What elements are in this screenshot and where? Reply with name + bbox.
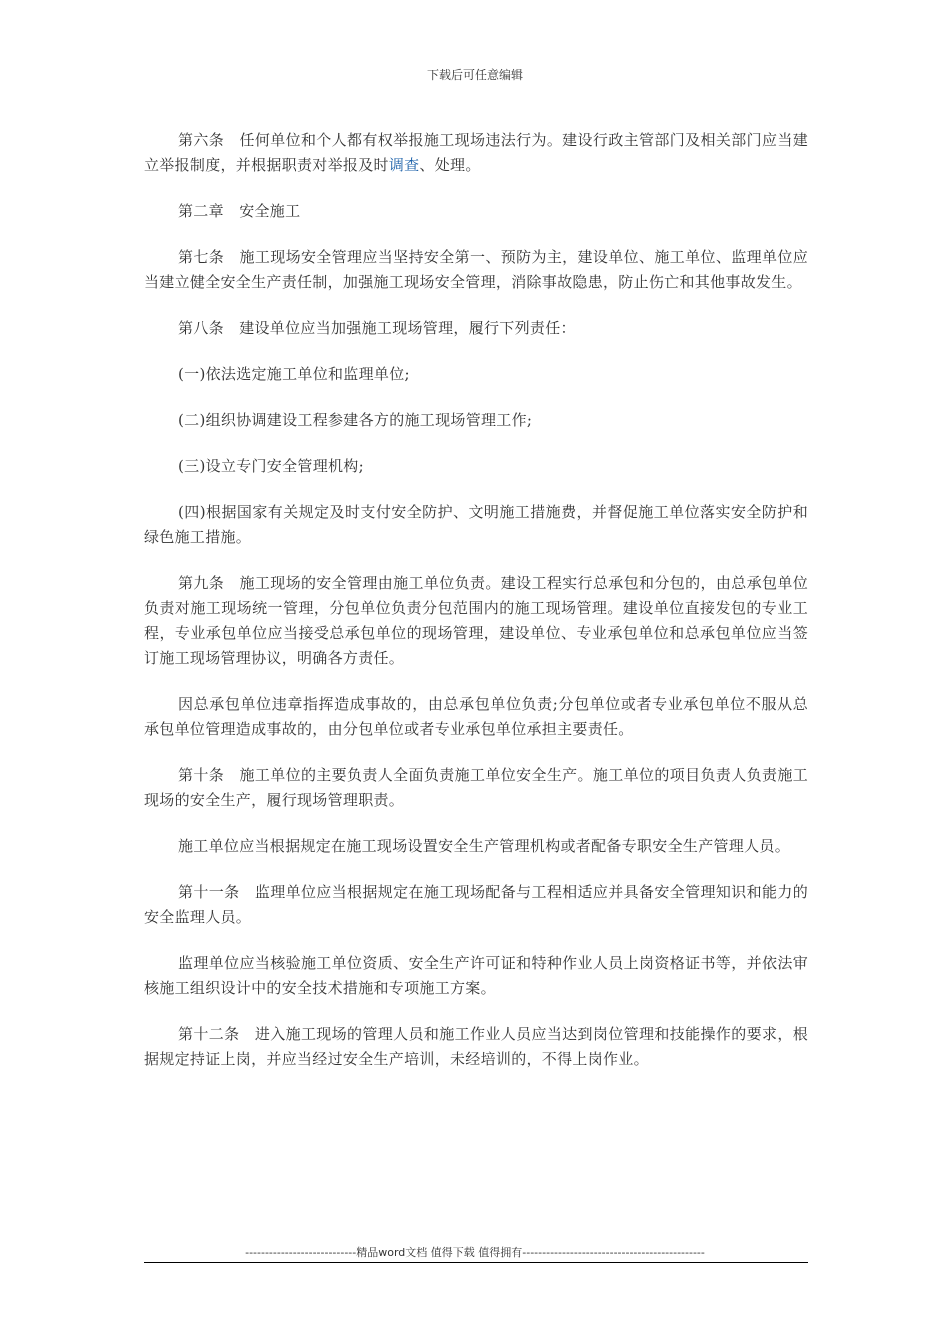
article-6 [144,128,808,178]
page-header: 下载后可任意编辑 [426,68,523,82]
page-footer: ----------------------------精品word文档 值得下载 值得拥有---------------------------------------------- [245,1246,705,1259]
article-10: 第十条 施工单位的主要负责人全面负责施工单位安全生产。施工单位的项目负责人负责施工现场的安全生产，履行现场管理职责。 [144,766,808,809]
article-12: 第十二条 进入施工现场的管理人员和施工作业人员应当达到岗位管理和技能操作的要求，根据规定持证上岗，并应当经过安全生产培训，未经培训的，不得上岗作业。 [144,1025,808,1068]
article-9: 第九条 施工现场的安全管理由施工单位负责。建设工程实行总承包和分包的，由总承包单位负责对施工现场统一管理，分包单位负责分包范围内的施工现场管理。建设单位直接发包的专业工程，专业承包单位应当接受总承包单位的现场管理，建设单位、专业承包单位和总承包单位应当签订施工现场管理协议，明确各方责任。 [144,574,808,667]
investigate-link[interactable]: 调查 [388,156,420,174]
article-9-clause-2: 因总承包单位违章指挥造成事故的，由总承包单位负责;分包单位或者专业承包单位不服从总承包单位管理造成事故的，由分包单位或者专业承包单位承担主要责任。 [144,695,808,738]
article-6-text: 第六条 任何单位和个人都有权举报施工现场违法行为。建设行政主管部门及相关部门应当建立举报制度，并根据职责对举报及时 [144,131,808,174]
article-7: 第七条 施工现场安全管理应当坚持安全第一、预防为主，建设单位、施工单位、监理单位应当建立健全安全生产责任制，加强施工现场安全管理，消除事故隐患，防止伤亡和其他事故发生。 [144,248,808,291]
document-body [144,128,808,1093]
footer-divider [144,1262,808,1263]
chapter-2-heading: 第二章 安全施工 [178,202,301,220]
article-8-item-2: (二)组织协调建设工程参建各方的施工现场管理工作; [178,411,533,429]
article-10-clause-2: 施工单位应当根据规定在施工现场设置安全生产管理机构或者配备专职安全生产管理人员。 [178,837,791,855]
article-8-item-4: (四)根据国家有关规定及时支付安全防护、文明施工措施费，并督促施工单位落实安全防护和绿色施工措施。 [144,503,808,546]
article-8: 第八条 建设单位应当加强施工现场管理，履行下列责任： [178,319,576,337]
article-11: 第十一条 监理单位应当根据规定在施工现场配备与工程相适应并具备安全管理知识和能力的安全监理人员。 [144,883,808,926]
article-8-item-3: (三)设立专门安全管理机构; [178,457,364,475]
article-11-clause-2: 监理单位应当核验施工单位资质、安全生产许可证和特种作业人员上岗资格证书等，并依法审核施工组织设计中的安全技术措施和专项施工方案。 [144,954,808,997]
article-6-tail: 、处理。 [419,156,481,174]
article-8-item-1: (一)依法选定施工单位和监理单位; [178,365,410,383]
